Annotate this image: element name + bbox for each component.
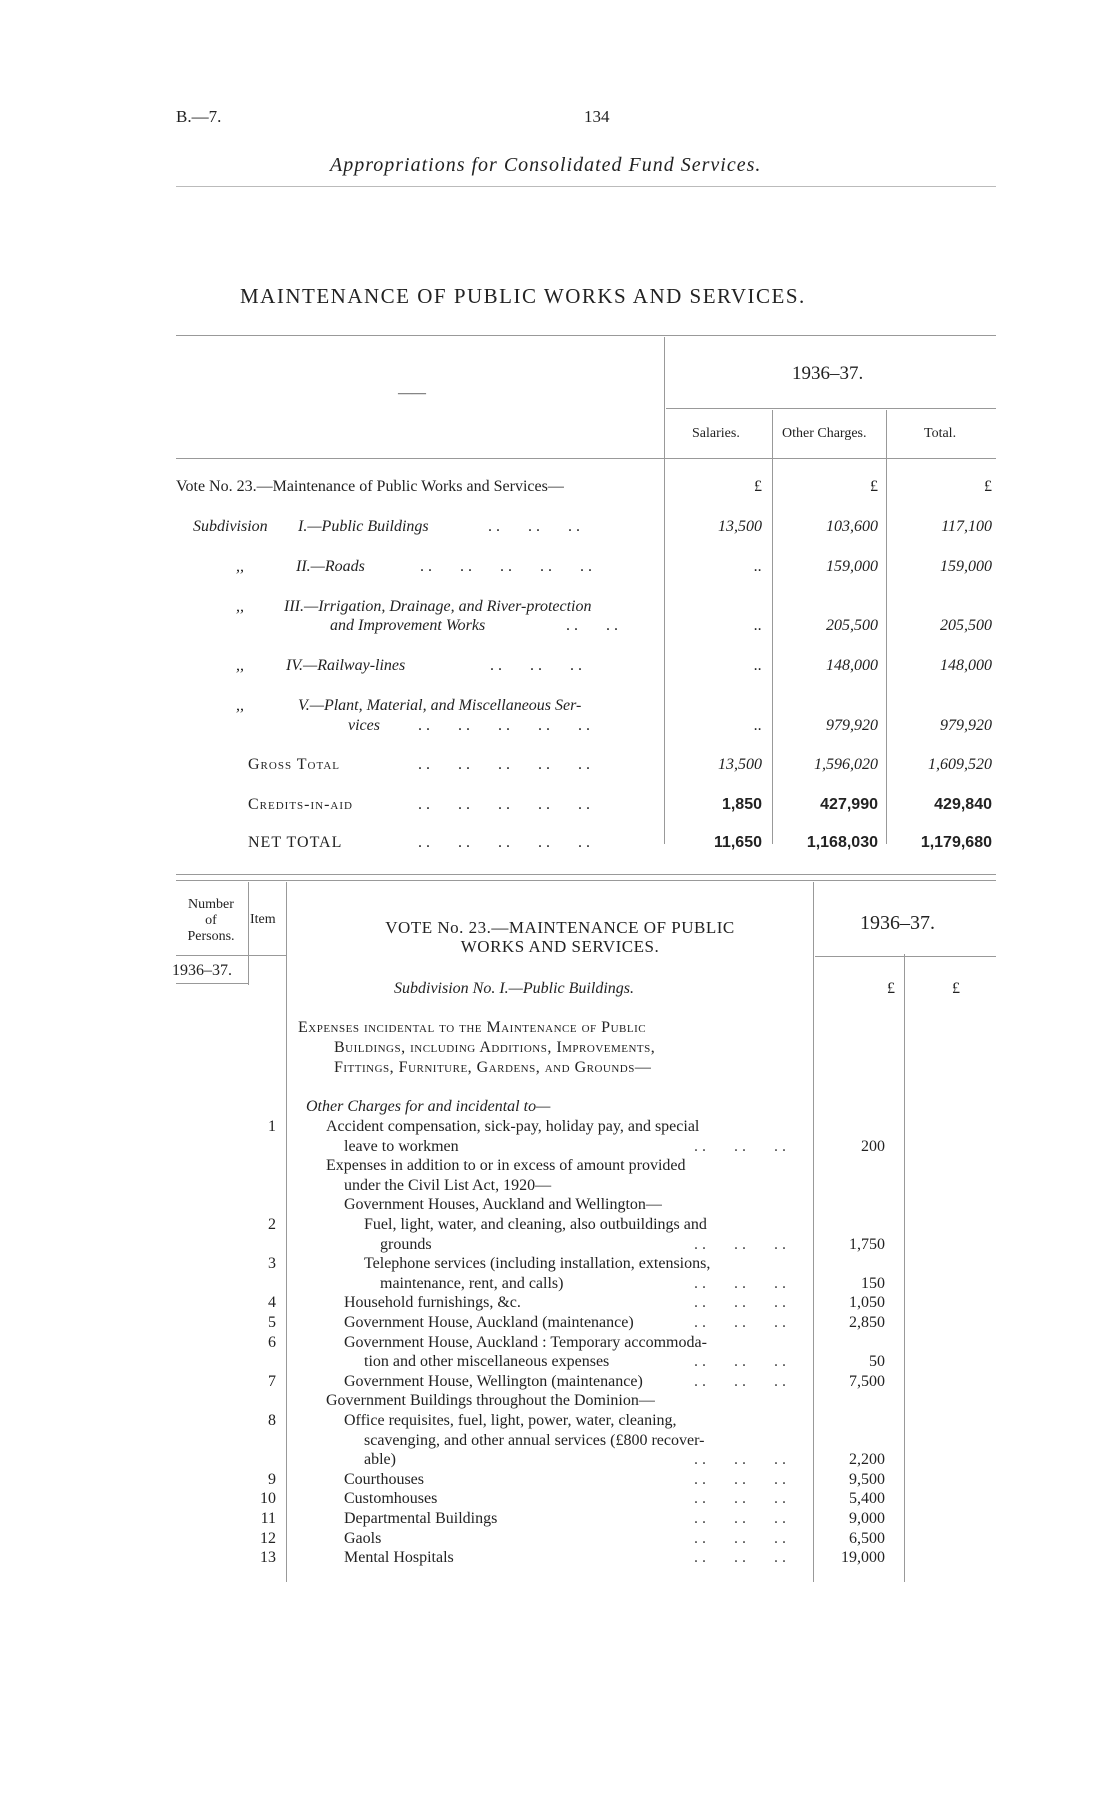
item-number: 8: [268, 1412, 276, 1429]
row-label-continued: vices: [348, 717, 380, 734]
item-number: 5: [268, 1314, 276, 1331]
leader-dots: .. .. ..: [694, 1549, 790, 1567]
item-number: 10: [260, 1490, 276, 1508]
list-item: [240, 1137, 900, 1157]
item-amount: 9,500: [849, 1470, 885, 1488]
list-item: [240, 1254, 900, 1274]
list-item: [240, 1117, 900, 1137]
row-salaries: 13,500: [718, 518, 762, 535]
summary-year: 1936–37.: [792, 363, 864, 384]
item-text: Office requisites, fuel, light, power, water, cleaning,: [344, 1412, 677, 1429]
item-text: Government Buildings throughout the Dominion—: [326, 1392, 655, 1410]
list-item: [240, 1431, 900, 1451]
leader-dots: .. .. ..: [694, 1274, 790, 1292]
list-item: [240, 1548, 900, 1568]
row-total: 979,920: [940, 717, 992, 734]
persons-year-rule: [176, 983, 248, 984]
leader-dots: .. .. ..: [694, 1372, 790, 1390]
leader-dots: .. .. ..: [694, 1235, 790, 1253]
col-item-header: Item: [250, 912, 276, 927]
list-item: [240, 1529, 900, 1549]
item-text: Government Houses, Auckland and Wellington—: [344, 1196, 662, 1214]
currency-other: £: [870, 478, 878, 495]
running-title: Appropriations for Consolidated Fund Services.: [330, 154, 762, 176]
item-text: Expenses in addition to or in excess of amount provided: [326, 1157, 686, 1175]
leader-dots: .. .. ..: [694, 1510, 790, 1527]
net-total: 1,179,680: [920, 834, 992, 851]
list-item: [240, 1215, 900, 1235]
item-text: under the Civil List Act, 1920—: [344, 1176, 552, 1194]
row-other: 205,500: [826, 617, 878, 634]
leader-dots: .. .. .. .. ..: [418, 756, 594, 773]
row-other: 979,920: [826, 717, 878, 734]
subdivision-heading: Subdivision No. I.—Public Buildings.: [394, 980, 634, 997]
row-label: V.—Plant, Material, and Miscellaneous Ser-: [298, 697, 582, 714]
leader-dots: .. .. .. .. ..: [418, 717, 594, 734]
currency-total: £: [984, 478, 992, 495]
col-other-header: Other Charges.: [782, 426, 867, 441]
item-text: tion and other miscellaneous expenses: [364, 1353, 610, 1371]
detail-year-rule: [815, 956, 996, 957]
item-text: leave to workmen: [344, 1137, 459, 1155]
row-label: I.—Public Buildings: [298, 518, 429, 535]
row-label: IV.—Railway-lines: [286, 657, 406, 674]
list-item: [240, 1489, 900, 1509]
other-charges-heading: Other Charges for and incidental to—: [306, 1098, 551, 1115]
item-number: 9: [268, 1470, 276, 1488]
row-total: 159,000: [940, 558, 992, 575]
list-item: [240, 1470, 900, 1490]
row-other: 148,000: [826, 657, 878, 674]
persons-divider: [248, 882, 249, 957]
list-item: [240, 1195, 900, 1215]
item-number: 12: [260, 1529, 276, 1547]
net-salaries: 11,650: [713, 834, 762, 851]
row-salaries: ..: [754, 657, 762, 674]
row-prefix: ,,: [236, 558, 244, 575]
row-label-continued: and Improvement Works: [330, 617, 486, 634]
list-item: [240, 1274, 900, 1294]
item-text: Mental Hospitals: [344, 1549, 454, 1567]
row-total: 117,100: [941, 518, 992, 535]
page-ref: B.—7.: [176, 107, 222, 126]
leader-dots: .. .. ..: [694, 1137, 790, 1155]
item-text: Telephone services (including installation, extensions,: [364, 1255, 711, 1273]
row-other: 159,000: [826, 558, 878, 575]
item-number: 11: [260, 1510, 276, 1527]
page-title: MAINTENANCE OF PUBLIC WORKS AND SERVICES.: [240, 284, 806, 308]
leader-dots: .. .. ..: [694, 1529, 790, 1547]
col-divider-1: [772, 410, 773, 844]
credits-other: 427,990: [820, 796, 878, 813]
item-text: Government House, Auckland (maintenance): [344, 1314, 634, 1331]
list-item: [240, 1372, 900, 1392]
credits-salaries: 1,850: [721, 796, 762, 813]
item-text: maintenance, rent, and calls): [380, 1274, 564, 1292]
leader-dots: .. ..: [566, 617, 622, 634]
item-amount: 50: [869, 1353, 885, 1371]
list-item: [240, 1235, 900, 1255]
item-amount: 2,850: [849, 1314, 885, 1331]
summary-bottom-rule: [176, 874, 996, 875]
credits-total: 429,840: [934, 796, 992, 813]
row-prefix: ,,: [236, 598, 244, 615]
item-amount: 7,500: [849, 1372, 885, 1390]
list-item: [240, 1411, 900, 1431]
row-total: 148,000: [940, 657, 992, 674]
item-text: Government House, Auckland : Temporary accommoda-: [344, 1333, 707, 1351]
list-item: [240, 1333, 900, 1353]
list-item: [240, 1313, 900, 1333]
item-number: 4: [268, 1294, 276, 1312]
header-rule: [176, 186, 996, 187]
persons-year: 1936–37.: [172, 962, 232, 979]
item-text: Household furnishings, &c.: [344, 1294, 521, 1312]
leader-dots: .. .. ..: [694, 1490, 790, 1508]
list-item: [240, 1509, 900, 1529]
item-text: Departmental Buildings: [344, 1510, 498, 1527]
item-amount: 1,050: [849, 1294, 885, 1312]
row-prefix: ,,: [236, 697, 244, 714]
row-other: 103,600: [826, 518, 878, 535]
item-text: Fuel, light, water, and cleaning, also outbuildings and: [364, 1216, 707, 1233]
vote-title: VOTE No. 23.—MAINTENANCE OF PUBLIC WORKS AND SERVICES.: [385, 918, 735, 956]
item-text: Customhouses: [344, 1490, 438, 1508]
row-salaries: ..: [754, 717, 762, 734]
item-amount: 19,000: [841, 1549, 885, 1567]
item-text: scavenging, and other annual services (£800 recover-: [364, 1431, 705, 1449]
summary-dash: ——: [398, 386, 426, 401]
net-total-label: NET TOTAL: [248, 834, 343, 851]
row-salaries: ..: [754, 617, 762, 634]
item-number: 1: [268, 1118, 276, 1135]
item-number: 2: [268, 1216, 276, 1233]
leader-dots: .. .. ..: [694, 1470, 790, 1488]
leader-dots: .. .. ..: [490, 657, 586, 674]
summary-divider: [664, 337, 665, 844]
vote-label: Vote No. 23.—Maintenance of Public Works and Services—: [176, 478, 564, 495]
item-number: 7: [268, 1372, 276, 1390]
leader-dots: .. .. .. .. ..: [418, 796, 594, 813]
persons-header-rule: [176, 955, 286, 956]
gross-total: 1,609,520: [928, 756, 992, 773]
currency-salaries: £: [754, 478, 762, 495]
item-number: 13: [260, 1549, 276, 1567]
expenses-heading: Expenses incidental to the Maintenance of Public Buildings, including Additions, Improvements, Fittings, Furniture, Gardens, and Grounds—: [298, 1019, 656, 1076]
row-prefix: Subdivision: [193, 518, 268, 535]
item-text: Government House, Wellington (maintenance): [344, 1372, 643, 1390]
gross-other: 1,596,020: [814, 756, 878, 773]
detail-currency-2: £: [952, 980, 960, 997]
item-text: Courthouses: [344, 1470, 424, 1488]
leader-dots: .. .. ..: [694, 1294, 790, 1312]
item-amount: 2,200: [849, 1451, 885, 1469]
gross-salaries: 13,500: [718, 756, 762, 773]
list-item: [240, 1352, 900, 1372]
item-amount: 5,400: [849, 1490, 885, 1508]
gross-total-label: Gross Total: [248, 756, 341, 773]
item-amount: 200: [861, 1137, 885, 1155]
summary-header-rule: [176, 458, 996, 459]
row-prefix: ,,: [236, 657, 244, 674]
leader-dots: .. .. ..: [488, 518, 584, 535]
list-item: [240, 1391, 900, 1411]
item-amount: 9,000: [849, 1510, 885, 1527]
list-item: [240, 1156, 900, 1176]
leader-dots: .. .. .. .. ..: [420, 558, 596, 575]
col-persons-header: Number of Persons.: [187, 897, 235, 944]
list-item: [240, 1450, 900, 1470]
col-salaries-header: Salaries.: [692, 426, 740, 441]
leader-dots: .. .. ..: [694, 1314, 790, 1331]
item-number: 3: [268, 1255, 276, 1273]
item-text: grounds: [380, 1235, 432, 1253]
credits-label: Credits-in-aid: [248, 796, 353, 813]
page-number: 134: [584, 107, 610, 126]
detail-year: 1936–37.: [860, 912, 935, 934]
item-amount: 1,750: [849, 1235, 885, 1253]
detail-currency-1: £: [887, 980, 895, 997]
item-text: able): [364, 1451, 396, 1469]
item-amount: 150: [861, 1274, 885, 1292]
detail-top-rule: [176, 880, 996, 881]
row-total: 205,500: [940, 617, 992, 634]
summary-top-rule: [176, 335, 996, 336]
summary-year-rule: [666, 408, 996, 409]
persons-year-divider: [248, 957, 249, 985]
list-item: [240, 1293, 900, 1313]
item-amount: 6,500: [849, 1529, 885, 1547]
row-label: II.—Roads: [296, 558, 365, 575]
item-text: Gaols: [344, 1529, 382, 1547]
item-text: Accident compensation, sick-pay, holiday pay, and special: [326, 1118, 700, 1135]
leader-dots: .. .. ..: [694, 1353, 790, 1371]
row-salaries: ..: [754, 558, 762, 575]
col-total-header: Total.: [924, 426, 957, 441]
list-item: [240, 1176, 900, 1196]
row-label: III.—Irrigation, Drainage, and River-protection: [284, 598, 592, 615]
net-other: 1,168,030: [806, 834, 878, 851]
col-divider-2: [886, 410, 887, 844]
leader-dots: .. .. ..: [694, 1451, 790, 1469]
amount-divider-2: [904, 954, 905, 1582]
leader-dots: .. .. .. .. ..: [418, 834, 594, 851]
item-number: 6: [268, 1333, 276, 1351]
